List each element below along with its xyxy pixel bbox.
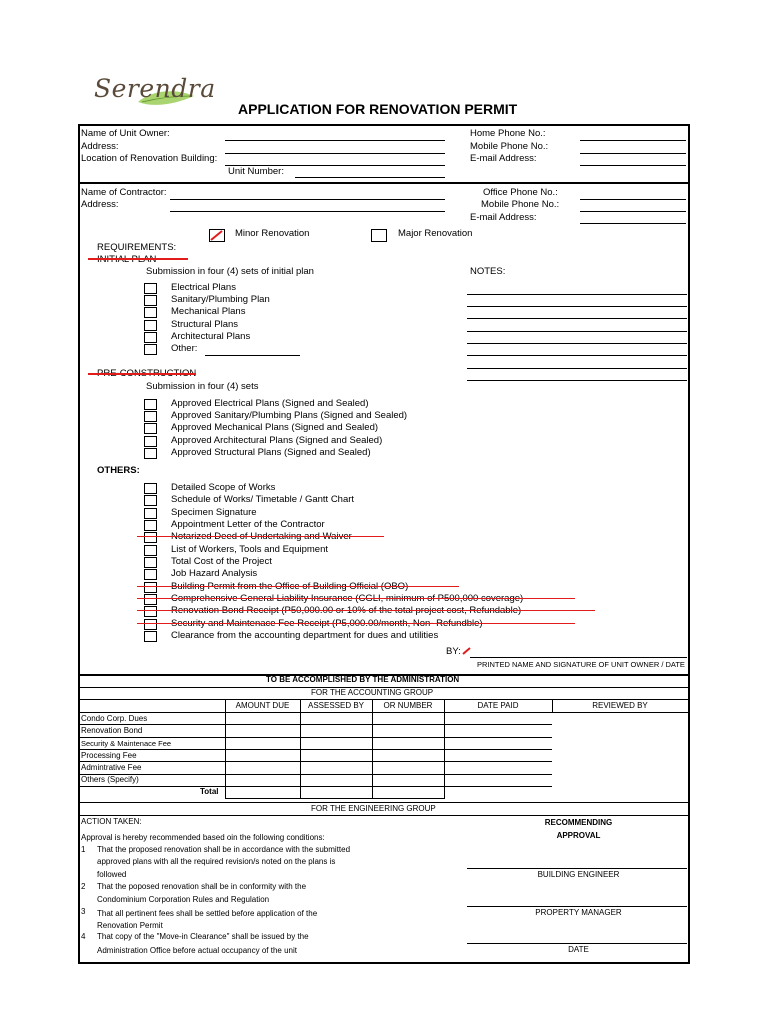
list-item-label: Renovation Bond Receipt (P50,000.00 or 10% of the total project cost, Refundable) (171, 605, 522, 616)
item-strike (137, 598, 575, 599)
accounting-heading: FOR THE ACCOUNTING GROUP (311, 688, 434, 697)
form-border-right (688, 124, 690, 964)
condition-line: approved plans with all the required revision/s noted on the plans is (97, 857, 336, 866)
list-item-label: Other: (171, 343, 198, 354)
contractor-name-field[interactable] (170, 199, 445, 200)
table-row-label: Security & Maintenace Fee (81, 739, 172, 748)
page-title: APPLICATION FOR RENOVATION PERMIT (238, 101, 518, 117)
checkbox[interactable] (144, 606, 157, 617)
form-border-left (78, 124, 80, 964)
table-header-date-paid: DATE PAID (477, 701, 519, 710)
owner-mobile-label: Mobile Phone No.: (470, 141, 549, 152)
list-item-label: Building Permit from the Office of Building Official (OBO) (171, 581, 409, 592)
list-item-label: Architectural Plans (171, 331, 251, 342)
table-grid (552, 699, 553, 712)
owner-email-label: E-mail Address: (470, 153, 537, 164)
owner-name-field[interactable] (225, 140, 445, 141)
others-heading: OTHERS: (97, 465, 140, 476)
checkbox[interactable] (144, 295, 157, 306)
condition-line: That copy of the "Move-in Clearance" shall be issued by the (97, 932, 309, 941)
table-grid (79, 786, 552, 787)
list-item-label: Comprehensive General Liability Insurance (CGLI, minimum of P500,000 coverage) (171, 593, 524, 604)
pre-construction-heading: PRE-CONSTRUCTION (97, 368, 197, 379)
table-row-label: Processing Fee (81, 751, 137, 760)
checkbox[interactable] (144, 508, 157, 519)
condition-line: That the poposed renovation shall be in conformity with the (97, 882, 307, 891)
checkbox[interactable] (144, 344, 157, 355)
checkbox[interactable] (144, 520, 157, 531)
table-header-amount: AMOUNT DUE (235, 701, 290, 710)
checkbox[interactable] (144, 594, 157, 605)
signature-caption: PRINTED NAME AND SIGNATURE OF UNIT OWNER / DATE (477, 660, 685, 669)
table-row-label: Admintrative Fee (81, 763, 142, 772)
list-item-label: List of Workers, Tools and Equipment (171, 544, 329, 555)
checkbox[interactable] (144, 631, 157, 642)
checkbox[interactable] (144, 532, 157, 543)
date-signature-line[interactable] (467, 943, 687, 944)
checkbox[interactable] (144, 307, 157, 318)
recommending-label: RECOMMENDING (544, 818, 613, 827)
table-row-label: Others (Specify) (81, 775, 139, 784)
owner-address-label: Address: (81, 141, 119, 152)
list-item-label: Notarized Deed of Undertaking and Waiver (171, 531, 352, 542)
item-strike (137, 536, 384, 537)
condition-line: followed (97, 870, 127, 879)
checkbox[interactable] (144, 582, 157, 593)
list-item-label: Job Hazard Analysis (171, 568, 258, 579)
contractor-email-field[interactable] (580, 223, 686, 224)
checkbox[interactable] (144, 569, 157, 580)
owner-mobile-field[interactable] (580, 153, 686, 154)
office-phone-label: Office Phone No.: (483, 187, 558, 198)
list-item-label: Electrical Plans (171, 282, 236, 293)
signature-line[interactable] (470, 657, 687, 658)
unit-number-field[interactable] (295, 177, 445, 178)
form-border-bottom (78, 962, 690, 964)
major-renovation-checkbox[interactable] (371, 229, 387, 242)
notes-line[interactable] (467, 306, 687, 307)
list-item-label: Specimen Signature (171, 507, 257, 518)
list-item-label: Appointment Letter of the Contractor (171, 519, 325, 530)
minor-renovation-checkbox[interactable] (209, 229, 225, 242)
table-grid (225, 798, 444, 799)
list-item-label: Clearance from the accounting department for dues and utilities (171, 630, 439, 641)
minor-renovation-label: Minor Renovation (235, 228, 310, 239)
form-border-top (78, 124, 690, 126)
list-item-label: Schedule of Works/ Timetable / Gantt Chart (171, 494, 355, 505)
home-phone-field[interactable] (580, 140, 686, 141)
contractor-email-label: E-mail Address: (470, 212, 537, 223)
initial-plan-heading: INITIAL PLAN (97, 254, 157, 265)
location-label: Location of Renovation Building: (81, 153, 218, 164)
owner-address-field[interactable] (225, 153, 445, 154)
engineering-divider (79, 815, 688, 816)
checkmark-icon (209, 229, 225, 242)
contractor-address-field[interactable] (170, 211, 445, 212)
checkbox[interactable] (144, 483, 157, 494)
checkbox[interactable] (144, 448, 157, 459)
checkbox[interactable] (144, 545, 157, 556)
table-grid (79, 749, 552, 750)
condition-number: 4 (81, 932, 86, 941)
building-engineer-label: BUILDING ENGINEER (537, 870, 620, 879)
initial-plan-strike (88, 258, 188, 260)
property-manager-label: PROPERTY MANAGER (535, 908, 622, 917)
checkbox[interactable] (144, 557, 157, 568)
condition-number: 1 (81, 845, 86, 854)
notes-label: NOTES: (470, 266, 506, 277)
office-phone-field[interactable] (580, 199, 686, 200)
checkbox[interactable] (144, 436, 157, 447)
accounting-divider (79, 699, 688, 700)
home-phone-label: Home Phone No.: (470, 128, 546, 139)
checkbox[interactable] (144, 283, 157, 294)
by-label: BY: (446, 646, 461, 657)
building-engineer-signature-line[interactable] (467, 868, 687, 869)
condition-number: 3 (81, 907, 86, 916)
item-strike (137, 610, 595, 611)
condition-line: That all pertinent fees shall be settled before application of the (97, 909, 318, 918)
property-manager-signature-line[interactable] (467, 906, 687, 907)
owner-email-field[interactable] (580, 165, 686, 166)
initial-plan-subtitle: Submission in four (4) sets of initial plan (146, 266, 314, 277)
table-header-reviewed: REVIEWED BY (592, 701, 648, 710)
table-grid (79, 774, 552, 775)
table-row-label: Condo Corp. Dues (81, 714, 148, 723)
condition-number: 2 (81, 882, 86, 891)
other-field[interactable] (205, 355, 300, 356)
table-grid (79, 737, 552, 738)
checkbox[interactable] (144, 320, 157, 331)
item-strike (137, 586, 459, 587)
engineering-heading: FOR THE ENGINEERING GROUP (311, 804, 436, 813)
contractor-mobile-field[interactable] (580, 211, 686, 212)
list-item-label: Mechanical Plans (171, 306, 246, 317)
contractor-mobile-label: Mobile Phone No.: (481, 199, 560, 210)
condition-line: That the proposed renovation shall be in accordance with the submitted (97, 845, 351, 854)
list-item-label: Approved Mechanical Plans (Signed and Sealed) (171, 422, 379, 433)
date-label: DATE (568, 945, 589, 954)
table-total-label: Total (200, 787, 219, 796)
engineering-divider-top (79, 802, 688, 803)
item-strike (137, 623, 575, 624)
pre-construction-subtitle: Submission in four (4) sets (146, 381, 259, 392)
section-divider-owner (78, 182, 690, 184)
checkbox[interactable] (144, 619, 157, 630)
major-renovation-label: Major Renovation (398, 228, 473, 239)
checkbox[interactable] (144, 495, 157, 506)
notes-line[interactable] (467, 343, 687, 344)
logo-wordmark: Serendra (94, 74, 216, 103)
table-grid (79, 761, 552, 762)
table-header-or-number: OR NUMBER (383, 701, 433, 710)
pre-construction-strike (88, 373, 196, 375)
condition-line: Renovation Permit (97, 921, 163, 930)
list-item-label: Approved Electrical Plans (Signed and Sealed) (171, 398, 369, 409)
table-header-assessed: ASSESSED BY (307, 701, 365, 710)
checkbox[interactable] (144, 423, 157, 434)
notes-line[interactable] (467, 368, 687, 369)
notes-line[interactable] (467, 331, 687, 332)
checkbox[interactable] (144, 399, 157, 410)
notes-line[interactable] (467, 318, 687, 319)
list-item-label: Security and Maintenace Fee Receipt (P5,000.00/month, Non- Refundble) (171, 618, 483, 629)
logo (90, 68, 215, 113)
approval-intro: Approval is hereby recommended based oin the following conditions: (81, 833, 325, 842)
list-item-label: Approved Architectural Plans (Signed and Sealed) (171, 435, 383, 446)
checkbox[interactable] (144, 332, 157, 343)
list-item-label: Structural Plans (171, 319, 239, 330)
notes-line[interactable] (467, 294, 687, 295)
list-item-label: Sanitary/Plumbing Plan (171, 294, 270, 305)
owner-name-label: Name of Unit Owner: (81, 128, 170, 139)
checkbox[interactable] (144, 411, 157, 422)
table-grid (79, 724, 552, 725)
list-item-label: Detailed Scope of Works (171, 482, 276, 493)
table-grid (79, 712, 688, 713)
contractor-name-label: Name of Contractor: (81, 187, 167, 198)
list-item-label: Approved Sanitary/Plumbing Plans (Signed and Sealed) (171, 410, 408, 421)
condition-line: Administration Office before actual occupancy of the unit (97, 946, 297, 955)
action-taken-label: ACTION TAKEN: (81, 817, 142, 826)
unit-number-label: Unit Number: (228, 166, 284, 177)
list-item-label: Approved Structural Plans (Signed and Sealed) (171, 447, 371, 458)
notes-line[interactable] (467, 380, 687, 381)
contractor-address-label: Address: (81, 199, 119, 210)
list-item-label: Total Cost of the Project (171, 556, 272, 567)
table-row-label: Renovation Bond (81, 726, 143, 735)
notes-line[interactable] (467, 355, 687, 356)
approval-label: APPROVAL (556, 831, 601, 840)
admin-heading: TO BE ACCOMPLISHED BY THE ADMINISTRATION (266, 675, 460, 684)
signature-tick-icon (462, 646, 472, 656)
condition-line: Condominium Corporation Rules and Regulation (97, 895, 270, 904)
requirements-heading: REQUIREMENTS: (97, 242, 177, 253)
